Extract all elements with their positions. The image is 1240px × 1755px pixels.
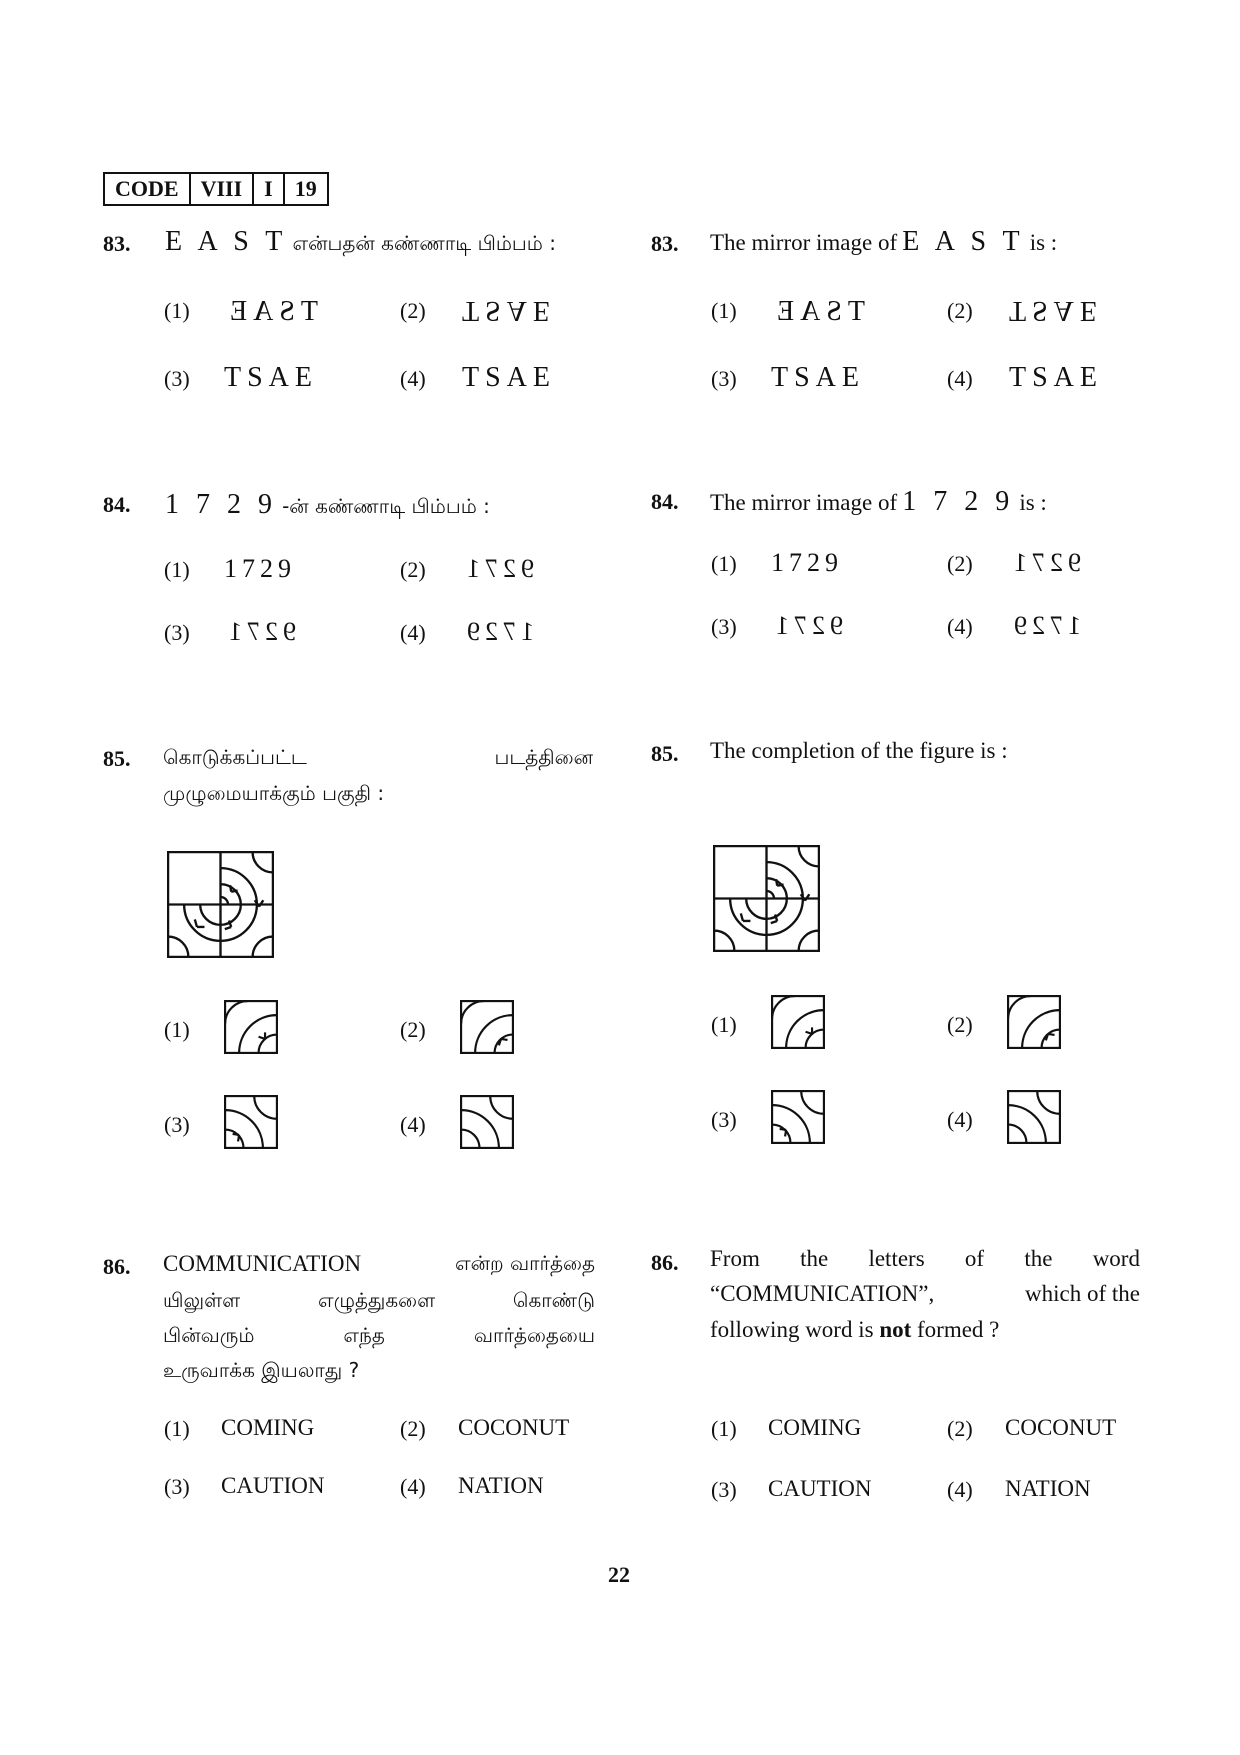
q84-ta-opt1-label: (1) [164, 557, 190, 582]
q86-ta-opt4: NATION [458, 1473, 544, 1498]
q85-number-ta: 85. [103, 746, 131, 771]
q84-word-en: 1 7 2 9 [902, 486, 1015, 517]
q86-en-opt3-label: (3) [711, 1477, 737, 1502]
q83-ta-opt1: TSAE [224, 296, 318, 327]
q84-ta-opt1: 1729 [224, 554, 296, 583]
code-section: I [252, 174, 283, 204]
q85-ta-opt2-figure [460, 1000, 514, 1054]
q86-en-opt1: COMING [768, 1415, 862, 1440]
q84-stem-en [710, 486, 1047, 518]
q83-en-opt3: TSAE [771, 362, 865, 393]
q84-en-opt1-label: (1) [711, 551, 737, 576]
q84-en-suffix: is : [1019, 490, 1047, 515]
q86-en-line1: From the letters of the word [710, 1246, 1140, 1271]
q86-ta-opt2-label: (2) [400, 1416, 426, 1441]
q85-main-figure-ta [167, 851, 274, 958]
q85-tamil-line2: முழுமையாக்கும் பகுதி : [163, 781, 385, 805]
q84-number-en: 84. [651, 489, 679, 514]
q83-en-suffix: is : [1029, 230, 1058, 255]
q83-ta-opt3: TSAE [224, 362, 318, 393]
q86-en-opt4-label: (4) [947, 1477, 973, 1502]
q85-en-opt4-label: (4) [947, 1107, 973, 1132]
q86-en-line2: “COMMUNICATION”, which of the [710, 1281, 1140, 1306]
q83-ta-opt2: TSAE [462, 295, 556, 326]
q83-ta-opt1-label: (1) [164, 298, 190, 323]
q85-en-opt1-figure [771, 995, 825, 1049]
q84-number-ta: 84. [103, 492, 131, 517]
q86-ta-opt1-label: (1) [164, 1416, 190, 1441]
q86-en-opt3: CAUTION [768, 1476, 872, 1501]
q85-ta-opt1-label: (1) [164, 1017, 190, 1042]
q84-en-opt3-label: (3) [711, 614, 737, 639]
q85-en-opt1-label: (1) [711, 1012, 737, 1037]
q85-number-en: 85. [651, 741, 679, 766]
q85-ta-opt2-label: (2) [400, 1017, 426, 1042]
q84-ta-opt3-label: (3) [164, 620, 190, 645]
q85-ta-opt4-label: (4) [400, 1112, 426, 1137]
q83-number-ta: 83. [103, 231, 131, 256]
q84-en-prefix: The mirror image of [710, 490, 898, 515]
q84-en-opt3: 9271 [771, 611, 843, 640]
code-class: VIII [189, 174, 253, 204]
q84-en-opt2-label: (2) [947, 551, 973, 576]
q85-ta-opt1-figure [224, 1000, 278, 1054]
q85-ta-opt4-figure [460, 1095, 514, 1149]
q83-en-opt2: TSAE [1009, 295, 1103, 326]
q84-en-opt4: 1729 [1009, 611, 1081, 640]
q85-en-opt3-figure [771, 1090, 825, 1144]
q86-ta-opt1: COMING [221, 1415, 315, 1440]
q83-en-opt3-label: (3) [711, 366, 737, 391]
q83-ta-opt4: TSAE [462, 362, 556, 393]
q86-tamil-line2: யிலுள்ள எழுத்துகளை கொண்டு [163, 1288, 595, 1312]
q83-number-en: 83. [651, 231, 679, 256]
q84-ta-opt2-label: (2) [400, 557, 426, 582]
q86-ta-opt4-label: (4) [400, 1474, 426, 1499]
q83-en-opt2-label: (2) [947, 298, 973, 323]
q85-en-opt2-label: (2) [947, 1012, 973, 1037]
q83-en-opt4: TSAE [1009, 362, 1103, 393]
q86-ta-opt2: COCONUT [458, 1415, 570, 1440]
q85-main-figure-en [713, 845, 820, 952]
q86-tamil-line1: COMMUNICATION என்ற வார்த்தை [163, 1251, 595, 1276]
q83-word-ta: E A S T [165, 226, 288, 257]
q85-ta-opt3-label: (3) [164, 1112, 190, 1137]
q83-en-prefix: The mirror image of [710, 230, 898, 255]
q84-ta-opt3: 9271 [224, 617, 296, 646]
q83-tamil-text: என்பதன் கண்ணாடி பிம்பம் : [292, 231, 556, 255]
q83-stem-en [710, 226, 1057, 258]
q83-ta-opt3-label: (3) [164, 366, 190, 391]
code-label: CODE [115, 176, 179, 201]
q85-en-text: The completion of the figure is : [710, 738, 1008, 763]
q83-en-opt1-label: (1) [711, 298, 737, 323]
q86-en-opt2: COCONUT [1005, 1415, 1117, 1440]
q83-stem-ta [165, 226, 556, 258]
q86-en-opt2-label: (2) [947, 1416, 973, 1441]
q84-en-opt1: 1729 [771, 548, 843, 577]
q83-en-opt1: TSAE [771, 296, 865, 327]
q85-ta-opt3-figure [224, 1095, 278, 1149]
q86-en-line3: following word is not formed ? [710, 1317, 1000, 1342]
page-number: 22 [608, 1562, 630, 1587]
q84-ta-opt4: 1729 [462, 617, 534, 646]
q86-number-ta: 86. [103, 1254, 131, 1279]
q84-tamil-text: -ன் கண்ணாடி பிம்பம் : [282, 494, 490, 518]
q84-ta-opt2: 9271 [462, 554, 534, 583]
q84-stem-ta [165, 489, 490, 521]
q84-en-opt4-label: (4) [947, 614, 973, 639]
q84-ta-opt4-label: (4) [400, 620, 426, 645]
code-number: 19 [283, 174, 327, 204]
code-box [103, 172, 329, 206]
q86-tamil-line3: பின்வரும் எந்த வார்த்தையை [163, 1323, 595, 1347]
q84-word-ta: 1 7 2 9 [165, 489, 277, 520]
q86-en-opt1-label: (1) [711, 1416, 737, 1441]
q86-tamil-line4: உருவாக்க இயலாது ? [163, 1358, 360, 1382]
q85-en-opt4-figure [1007, 1090, 1061, 1144]
q86-number-en: 86. [651, 1250, 679, 1275]
q86-en-opt4: NATION [1005, 1476, 1091, 1501]
q85-tamil-line1: கொடுக்கப்பட்ட படத்தினை [163, 745, 593, 769]
q85-en-opt2-figure [1007, 995, 1061, 1049]
q83-ta-opt4-label: (4) [400, 366, 426, 391]
q86-ta-opt3: CAUTION [221, 1473, 325, 1498]
q85-en-opt3-label: (3) [711, 1107, 737, 1132]
q84-en-opt2: 9271 [1009, 548, 1081, 577]
q86-ta-opt3-label: (3) [164, 1474, 190, 1499]
q83-ta-opt2-label: (2) [400, 298, 426, 323]
q83-word-en: E A S T [902, 226, 1025, 257]
q83-en-opt4-label: (4) [947, 366, 973, 391]
